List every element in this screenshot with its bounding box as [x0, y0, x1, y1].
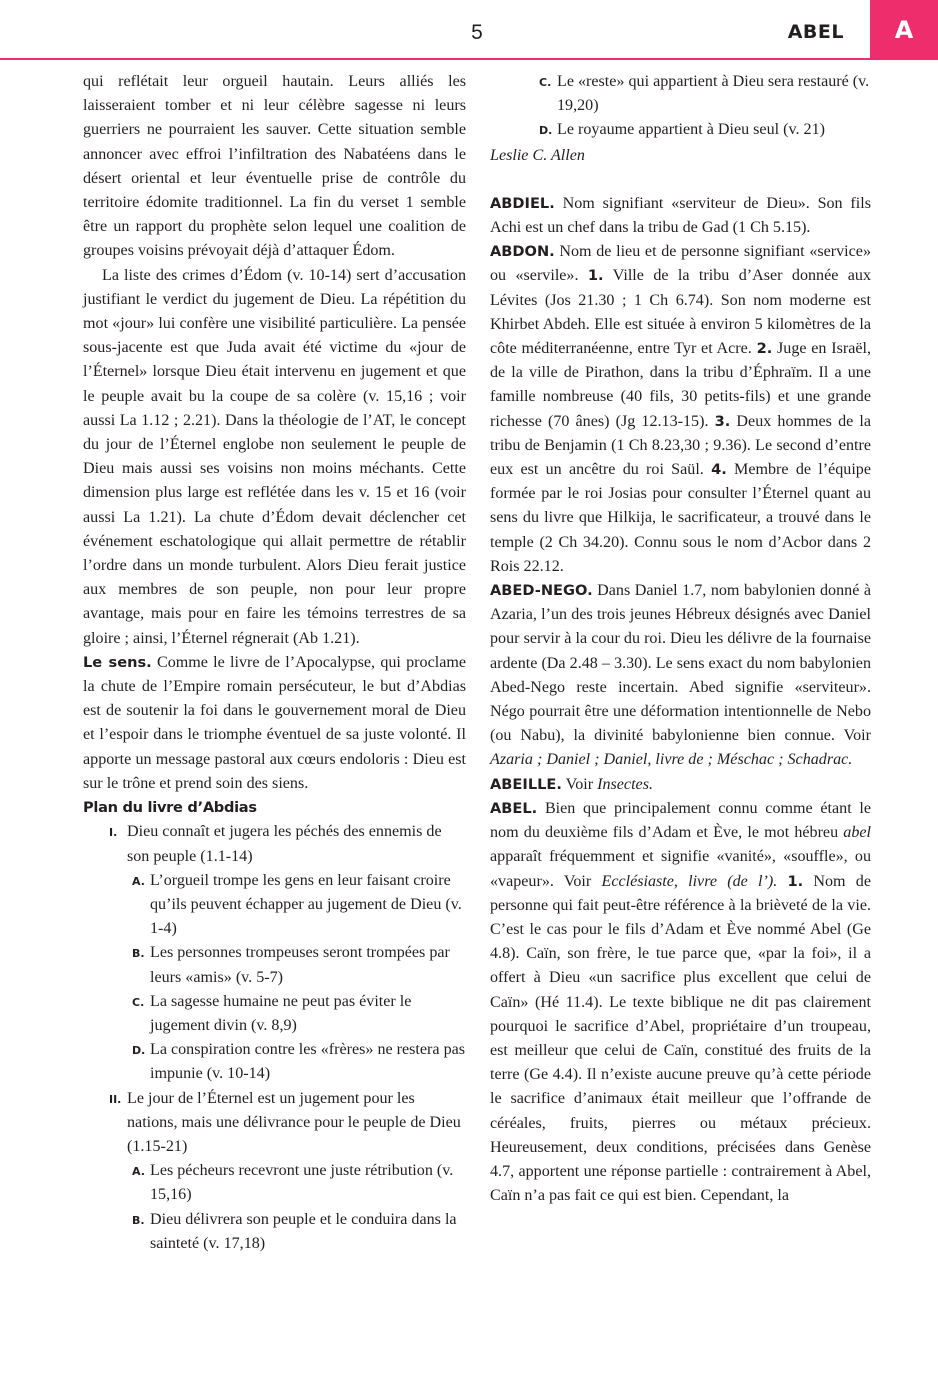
entry-text: Nom signifiant «serviteur de Dieu». Son fils Achi est un chef dans la tribu de Gad (1 Ch 5.15).: [490, 194, 871, 237]
outline-text: La conspiration contre les «frères» ne restera pas impunie (v. 10-14): [150, 1041, 466, 1083]
left-column: [83, 70, 466, 1256]
outline-item-I: [83, 820, 466, 868]
entry-text: Dans Daniel 1.7, nom babylonien donné à Azaria, l’un des trois jeunes Hébreux désignés avec Daniel pour servir à la cour du roi. Dieu les délivre de la fournaise ardente (Da 2.48 – 3.30). Le sens exact du nom babylonien Abed-Nego reste incertain. Abed signifie «serviteur». Négo pourrait être une déformation intentionnelle de Nebo (ou Nabu), la divinité babylonienne bien connue. Voir: [490, 582, 871, 745]
running-head: ABEL: [787, 21, 844, 43]
entry-abdiel: [490, 192, 871, 240]
outline-item-IIA: [83, 1159, 466, 1207]
outline-marker: II.: [109, 1092, 122, 1106]
cross-reference: Azaria ; Daniel ; Daniel, livre de ; Méschac ; Schadrac.: [490, 751, 853, 769]
sense-number: 2.: [756, 340, 773, 358]
cross-reference: Ecclésiaste, livre (de l’).: [601, 872, 778, 890]
outline-marker: C.: [539, 76, 552, 89]
right-column: [490, 70, 871, 1208]
sens-label: Le sens.: [83, 653, 152, 671]
outline-item-IIC: [490, 70, 871, 118]
sense-number: 4.: [711, 461, 727, 479]
entry-abed-nego: [490, 579, 871, 773]
entry-abeille: [490, 773, 871, 797]
outline: [83, 820, 466, 1256]
entry-headword: ABDIEL.: [490, 194, 555, 212]
outline-item-IB: [83, 941, 466, 989]
sens-text: Comme le livre de l’Apocalypse, qui proclame la chute de l’Empire romain persécuteur, le but d’Abdias est de soutenir la foi dans le gouvernement moral de Dieu et l’espoir dans le triomphe éventuel de sa juste volonté. Il apporte un message pastoral aux cœurs endoloris : Dieu est sur le trône et prend soin des siens.: [83, 653, 467, 792]
entry-headword: ABEL.: [490, 799, 538, 817]
entry-text: Ville de la tribu d’Aser donnée aux Lévites (Jos 21.30 ; 1 Ch 6.74). Son nom moderne est Khirbet Abdeh. Elle est située à environ 5 kilomètres de la côte méditerranéenne, entre Tyr et Acre.: [490, 267, 872, 358]
letter-tab: A: [870, 0, 938, 60]
entry-abel: [490, 797, 871, 1208]
entry-text: Deux hommes de la tribu de Benjamin (1 Ch 8.23,30 ; 9.36). Le second d’entre eux est un ancêtre du roi Saül.: [490, 412, 872, 479]
outline-marker: D.: [539, 124, 553, 138]
outline-text: Dieu connaît et jugera les péchés des ennemis de son peuple (1.1-14): [127, 823, 442, 865]
outline-marker: A.: [132, 1165, 145, 1179]
outline-marker: B.: [132, 1213, 145, 1227]
outline-text: Les personnes trompeuses seront trompées par leurs «amis» (v. 5-7): [150, 944, 450, 986]
entry-text: Juge en Israël, de la ville de Pirathon, dans la tribu d’Éphraïm. Il a une famille nombreuse (40 fils, 30 petits-fils) et une grande richesse (70 ânes) (Jg 12.13-15).: [490, 340, 871, 430]
outline-item-II: [83, 1087, 466, 1160]
entry-text: Membre de l’équipe formée par le roi Josias pour consulter l’Éternel quant au sens du livre que Hilkija, le sacrificateur, a trouvé dans le temple (2 Ch 34.20). Connu sous le nom d’Acbor dans 2 Rois 22.12.: [490, 461, 871, 575]
outline-text: Le royaume appartient à Dieu seul (v. 21): [557, 121, 825, 139]
outline-item-IC: [83, 990, 466, 1038]
outline-marker: C.: [132, 995, 145, 1009]
entry-text: Voir: [561, 775, 598, 793]
entry-text: Nom de lieu et de personne signifiant «service» ou «servile».: [490, 243, 871, 285]
entry-abdon: [490, 240, 871, 579]
outline-item-IIB: [83, 1208, 466, 1256]
outline-text: Le jour de l’Éternel est un jugement pour les nations, mais une délivrance pour le peuple de Dieu (1.15-21): [127, 1089, 461, 1155]
outline-marker: A.: [132, 874, 145, 888]
outline-marker: D.: [132, 1044, 146, 1058]
header-rule: [0, 58, 938, 60]
cross-reference: Insectes.: [597, 775, 653, 793]
outline-text: La sagesse humaine ne peut pas éviter le jugement divin (v. 8,9): [150, 992, 412, 1034]
sense-number: 1.: [587, 267, 604, 285]
outline-text: Les pécheurs recevront une juste rétribution (v. 15,16): [150, 1162, 454, 1204]
hebrew-word: abel: [843, 824, 871, 842]
outline-item-IID: [490, 118, 871, 143]
entry-text: Bien que principalement connu comme étant le nom du deuxième fils d’Adam et Ève, le mot hébreu: [490, 799, 871, 842]
sense-number: 1.: [787, 872, 804, 890]
entry-headword: ABDON.: [490, 243, 555, 261]
article-author: Leslie C. Allen: [490, 146, 585, 164]
paragraph-2: La liste des crimes d’Édom (v. 10-14) sert d’accusation justifiant le verdict du jugement de Dieu. La répétition du mot «jour» lui confère une visibilité particulière. La pensée sous-jacente est que Juda avait été victime du «jour de l’Éternel» lorsque Dieu était intervenu en jugement et que le peuple avait bu la coupe de sa colère (v. 15,16 ; voir aussi La 1.12 ; 2.21). Dans la théologie de l’AT, le concept du jour de l’Éternel englobe non seulement le peuple de Dieu mais aussi ses voisins non moins méchants. Cette dimension plus large est reflétée dans les v. 15 et 16 (voir aussi La 1.21). La chute d’Édom devait déclencher cet événement eschatologique qui allait permettre de rétablir l’ordre dans un monde turbulent. Alors Dieu ferait justice aux membres de son peuple, non pour leur propre avantage, mais pour en faire les témoins terrestres de sa gloire ; ainsi, l’Éternel régnerait (Ab 1.21).: [83, 266, 466, 647]
entry-text: apparaît fréquemment et signifie «vanité», «souffle», ou «vapeur». Voir: [490, 848, 871, 890]
entry-headword: ABEILLE.: [490, 775, 562, 793]
outline-item-ID: [83, 1038, 466, 1086]
sense-number: 3.: [714, 412, 731, 430]
page-header: [0, 0, 938, 60]
outline-marker: I.: [109, 826, 118, 840]
outline-marker: B.: [132, 947, 145, 961]
paragraph-1: qui reflétait leur orgueil hautain. Leurs alliés les laisseraient tomber et ni leur célèbre sagesse ni leurs guerriers ne pourraient les sauver. Cette situation semble annoncer avec effroi l’infiltration des Nabatéens dans le désert oriental et leur éventuelle prise de contrôle du territoire édomite traditionnel. La fin du verset 1 semble être un rapport du prophète selon lequel une coalition de groupes voisins prévoyait déjà d’attaquer Édom.: [83, 73, 466, 260]
outline-text: Le «reste» qui appartient à Dieu sera restauré (v. 19,20): [557, 73, 870, 115]
plan-title: Plan du livre d’Abdias: [83, 799, 257, 817]
page-number: 5: [471, 21, 483, 44]
paragraph-sens: [83, 651, 466, 796]
outline-text: L’orgueil trompe les gens en leur faisant croire qu’ils peuvent échapper au jugement de Dieu (v. 1-4): [150, 871, 462, 938]
entry-text: Nom de personne qui fait peut-être référence à la brièveté de la vie. C’est le cas pour le fils d’Adam et Ève nommé Abel (Ge 4.8). Caïn, son frère, le tue parce que, «par la foi», il a offert à Dieu «un sacrifice plus excellent que celui de Caïn» (Hé 11.4). Le texte biblique ne dit pas clairement pourquoi le sacrifice d’Abel, propriétaire d’un troupeau, est meilleur que celui de Caïn, constitué des fruits de la terre (Ge 4.4). Il n’existe aucune preuve qu’à cette période le sacrifice d’animaux était meilleur que l’offrande de céréales, fruits, pierres ou métaux précieux. Heureusement, deux conditions, précisées dans Genèse 4.7, apportent une réponse partielle : contrairement à Abel, Caïn n’a pas fait ce qui est bien. Cependant, la: [490, 872, 871, 1205]
entry-headword: ABED-NEGO.: [490, 582, 593, 600]
outline-text: Dieu délivrera son peuple et le conduira dans la sainteté (v. 17,18): [150, 1210, 457, 1252]
outline-item-IA: [83, 869, 466, 942]
